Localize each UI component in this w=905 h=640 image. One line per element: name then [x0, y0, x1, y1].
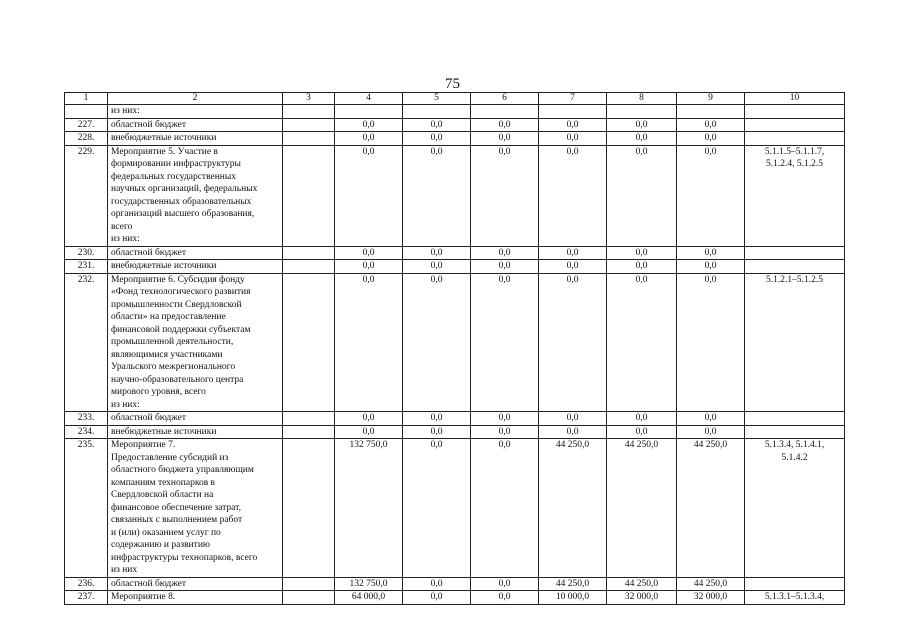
col6-cell	[471, 105, 539, 119]
col9-cell: 0,0	[677, 425, 745, 439]
col10-code: 5.1.3.1–5.1.3.4,	[745, 591, 845, 605]
header-cell: 1	[65, 93, 108, 105]
col6-cell: 0,0	[471, 577, 539, 591]
table-row	[65, 439, 845, 578]
col7-cell	[539, 105, 607, 119]
col9-cell: 0,0	[677, 273, 745, 412]
row-name: областной бюджет	[108, 118, 283, 132]
col7-cell: 44 250,0	[539, 439, 607, 578]
row-name: областной бюджет	[108, 412, 283, 426]
col7-cell: 0,0	[539, 246, 607, 260]
table-row	[65, 246, 845, 260]
header-cell: 9	[677, 93, 745, 105]
col3-cell	[283, 273, 335, 412]
header-cell: 10	[745, 93, 845, 105]
col10-code	[745, 425, 845, 439]
col9-cell: 0,0	[677, 260, 745, 274]
col7-cell: 0,0	[539, 118, 607, 132]
col6-cell: 0,0	[471, 412, 539, 426]
col7-cell: 0,0	[539, 412, 607, 426]
header-cell: 3	[283, 93, 335, 105]
table-header-row	[65, 93, 845, 105]
col8-cell: 32 000,0	[607, 591, 677, 605]
col6-cell: 0,0	[471, 591, 539, 605]
col5-cell: 0,0	[403, 246, 471, 260]
col9-cell: 44 250,0	[677, 439, 745, 578]
col5-cell: 0,0	[403, 118, 471, 132]
col6-cell: 0,0	[471, 273, 539, 412]
col10-code	[745, 118, 845, 132]
col5-cell: 0,0	[403, 145, 471, 246]
col6-cell: 0,0	[471, 246, 539, 260]
col10-code	[745, 246, 845, 260]
col3-cell	[283, 260, 335, 274]
col5-cell	[403, 105, 471, 119]
col10-code	[745, 105, 845, 119]
row-name: внебюджетные источники	[108, 132, 283, 146]
col5-cell: 0,0	[403, 425, 471, 439]
table-row	[65, 118, 845, 132]
col8-cell: 0,0	[607, 260, 677, 274]
col5-cell: 0,0	[403, 273, 471, 412]
col4-cell: 0,0	[335, 132, 403, 146]
col8-cell: 0,0	[607, 246, 677, 260]
col3-cell	[283, 439, 335, 578]
col7-cell: 10 000,0	[539, 591, 607, 605]
col8-cell: 0,0	[607, 132, 677, 146]
row-number: 228.	[65, 132, 108, 146]
row-number: 237.	[65, 591, 108, 605]
col5-cell: 0,0	[403, 577, 471, 591]
table-row	[65, 577, 845, 591]
row-number: 236.	[65, 577, 108, 591]
col6-cell: 0,0	[471, 132, 539, 146]
col9-cell: 0,0	[677, 412, 745, 426]
col4-cell: 0,0	[335, 118, 403, 132]
col8-cell: 0,0	[607, 425, 677, 439]
col9-cell: 0,0	[677, 145, 745, 246]
col4-cell: 0,0	[335, 412, 403, 426]
col6-cell: 0,0	[471, 118, 539, 132]
row-name: Мероприятие 7. Предоставление субсидий из областного бюджета управляющим компаниям технопарков в Свердловской области на финансовое обеспечение затрат, связанных с выполнением работ и (или) оказанием услуг по содержанию и развитию инфраструктуры технопарков, всего из них	[108, 439, 283, 578]
col4-cell: 64 000,0	[335, 591, 403, 605]
col5-cell: 0,0	[403, 439, 471, 578]
col4-cell: 0,0	[335, 246, 403, 260]
col4-cell	[335, 105, 403, 119]
row-name: Мероприятие 8.	[108, 591, 283, 605]
row-number: 232.	[65, 273, 108, 412]
table-row	[65, 591, 845, 605]
col6-cell: 0,0	[471, 439, 539, 578]
col4-cell: 132 750,0	[335, 577, 403, 591]
header-cell: 4	[335, 93, 403, 105]
col3-cell	[283, 412, 335, 426]
table-row	[65, 412, 845, 426]
table-row	[65, 273, 845, 412]
col4-cell: 0,0	[335, 425, 403, 439]
col5-cell: 0,0	[403, 591, 471, 605]
col7-cell: 0,0	[539, 132, 607, 146]
row-number: 227.	[65, 118, 108, 132]
col7-cell: 0,0	[539, 145, 607, 246]
col5-cell: 0,0	[403, 412, 471, 426]
row-name: областной бюджет	[108, 246, 283, 260]
col9-cell: 32 000,0	[677, 591, 745, 605]
header-cell: 7	[539, 93, 607, 105]
col7-cell: 0,0	[539, 260, 607, 274]
row-number: 233.	[65, 412, 108, 426]
table-row	[65, 105, 845, 119]
col3-cell	[283, 132, 335, 146]
row-name: Мероприятие 5. Участие в формировании инфраструктуры федеральных государственных научных организаций, федеральных государственных образовательных организаций высшего образования, всего из них:	[108, 145, 283, 246]
header-cell: 2	[108, 93, 283, 105]
col5-cell: 0,0	[403, 132, 471, 146]
table-row	[65, 425, 845, 439]
row-number: 230.	[65, 246, 108, 260]
col4-cell: 0,0	[335, 273, 403, 412]
col7-cell: 0,0	[539, 273, 607, 412]
page-number: 75	[445, 76, 460, 92]
col10-code	[745, 412, 845, 426]
col3-cell	[283, 105, 335, 119]
col10-code	[745, 132, 845, 146]
row-number: 235.	[65, 439, 108, 578]
row-number: 231.	[65, 260, 108, 274]
row-name: внебюджетные источники	[108, 425, 283, 439]
row-number: 234.	[65, 425, 108, 439]
col9-cell	[677, 105, 745, 119]
row-name: из них:	[108, 105, 283, 119]
col6-cell: 0,0	[471, 260, 539, 274]
col4-cell: 0,0	[335, 260, 403, 274]
col4-cell: 0,0	[335, 145, 403, 246]
col8-cell: 0,0	[607, 145, 677, 246]
header-cell: 8	[607, 93, 677, 105]
col9-cell: 44 250,0	[677, 577, 745, 591]
col8-cell: 0,0	[607, 118, 677, 132]
col10-code: 5.1.3.4, 5.1.4.1, 5.1.4.2	[745, 439, 845, 578]
header-cell: 5	[403, 93, 471, 105]
col8-cell: 0,0	[607, 273, 677, 412]
col8-cell: 44 250,0	[607, 439, 677, 578]
table-row	[65, 145, 845, 246]
col4-cell: 132 750,0	[335, 439, 403, 578]
table-row	[65, 260, 845, 274]
col10-code	[745, 577, 845, 591]
col9-cell: 0,0	[677, 132, 745, 146]
col3-cell	[283, 425, 335, 439]
col3-cell	[283, 118, 335, 132]
row-number: 229.	[65, 145, 108, 246]
col10-code: 5.1.2.1–5.1.2.5	[745, 273, 845, 412]
col5-cell: 0,0	[403, 260, 471, 274]
col3-cell	[283, 246, 335, 260]
col8-cell: 0,0	[607, 412, 677, 426]
col9-cell: 0,0	[677, 118, 745, 132]
col3-cell	[283, 591, 335, 605]
budget-table	[64, 92, 845, 605]
col6-cell: 0,0	[471, 145, 539, 246]
row-number	[65, 105, 108, 119]
table-row	[65, 132, 845, 146]
row-name: Мероприятие 6. Субсидия фонду «Фонд технологического развития промышленности Свердловской области» на предоставление финансовой поддержки субъектам промышленной деятельности, являющимися участниками Уральского межрегионального научно-образовательного центра мирового уровня, всего из них:	[108, 273, 283, 412]
col10-code	[745, 260, 845, 274]
col9-cell: 0,0	[677, 246, 745, 260]
col7-cell: 0,0	[539, 425, 607, 439]
col10-code: 5.1.1.5–5.1.1.7, 5.1.2.4, 5.1.2.5	[745, 145, 845, 246]
col6-cell: 0,0	[471, 425, 539, 439]
col3-cell	[283, 145, 335, 246]
header-cell: 6	[471, 93, 539, 105]
row-name: внебюджетные источники	[108, 260, 283, 274]
col3-cell	[283, 577, 335, 591]
row-name: областной бюджет	[108, 577, 283, 591]
col8-cell: 44 250,0	[607, 577, 677, 591]
col7-cell: 44 250,0	[539, 577, 607, 591]
col8-cell	[607, 105, 677, 119]
